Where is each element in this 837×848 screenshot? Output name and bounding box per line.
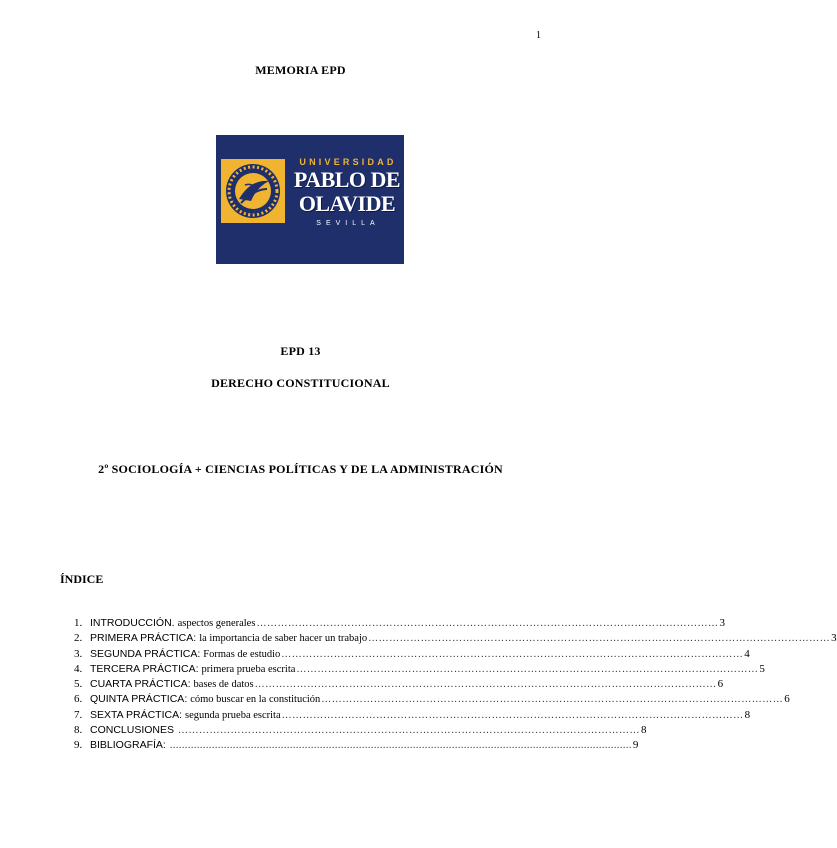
subject-title: DERECHO CONSTITUCIONAL: [211, 376, 390, 390]
toc-number: 2.: [74, 632, 83, 645]
toc-description: cómo buscar en la constitución: [190, 694, 321, 706]
toc-label: QUINTA PRÁCTICA:: [90, 693, 188, 706]
toc-dot-leader: ..........................................................................................................................................................: [169, 740, 632, 752]
toc-label: CONCLUSIONES: [90, 724, 175, 737]
toc-label: INTRODUCCIÓN.: [90, 617, 175, 629]
index-heading: ÍNDICE: [60, 572, 104, 586]
toc-dot-leader: ……………………………………………………………………………………………………………………: [256, 618, 719, 629]
toc-dot-leader: ……………………………………………………………………………………………………………………: [368, 633, 831, 645]
toc-description: primera prueba escrita: [201, 663, 296, 675]
toc-description: Formas de estudio: [203, 648, 281, 660]
toc-description: aspectos generales: [177, 618, 256, 629]
toc-label: TERCERA PRÁCTICA:: [90, 662, 199, 675]
toc-entry[interactable]: [74, 738, 639, 753]
toc-dot-leader: ……………………………………………………………………………………………………………………: [321, 694, 784, 706]
toc-entry[interactable]: [74, 631, 837, 646]
toc-description: segunda prueba escrita: [185, 709, 281, 721]
toc-number: 1.: [74, 617, 83, 629]
toc-page-number: 9: [632, 739, 639, 752]
toc-page-number: 4: [744, 647, 750, 660]
toc-page-number: 6: [717, 678, 724, 691]
toc-number: 9.: [74, 739, 83, 752]
toc-entry[interactable]: [74, 616, 725, 631]
toc-entry[interactable]: [74, 662, 765, 677]
toc-dot-leader: ……………………………………………………………………………………………………………………: [254, 679, 717, 691]
toc-entry[interactable]: [74, 723, 647, 738]
toc-description: bases de datos: [193, 679, 254, 691]
logo-university-text: UNIVERSIDAD: [299, 157, 397, 167]
toc-number: 3.: [74, 647, 83, 660]
document-title: MEMORIA EPD: [255, 63, 346, 77]
sun-emblem-icon: [221, 159, 285, 223]
toc-label: BIBLIOGRAFÍA:: [90, 739, 166, 752]
toc-entry[interactable]: [74, 708, 751, 723]
toc-page-number: 3: [719, 617, 725, 629]
degree-title: 2º SOCIOLOGÍA + CIENCIAS POLÍTICAS Y DE LA ADMINISTRACIÓN: [98, 462, 503, 476]
toc-entry[interactable]: [74, 692, 790, 707]
toc-number: 5.: [74, 678, 83, 691]
toc-dot-leader: ……………………………………………………………………………………………………………………: [281, 709, 744, 721]
epd-number: EPD 13: [280, 344, 321, 358]
toc-dot-leader: ……………………………………………………………………………………………………………………: [281, 648, 744, 660]
logo-name-line2: OLAVIDE: [298, 191, 396, 216]
table-of-contents: [74, 616, 837, 754]
toc-dot-leader: ……………………………………………………………………………………………………………………: [178, 725, 641, 737]
toc-label: PRIMERA PRÁCTICA:: [90, 632, 197, 645]
toc-number: 8.: [74, 724, 83, 737]
toc-entry[interactable]: [74, 647, 750, 662]
logo-name-line1: PABLO DE: [293, 167, 401, 192]
page-number: 1: [536, 30, 541, 41]
toc-entry[interactable]: [74, 677, 724, 692]
toc-description: la importancia de saber hacer un trabajo: [199, 633, 368, 645]
toc-page-number: 6: [784, 693, 790, 706]
toc-page-number: 8: [744, 708, 751, 721]
toc-number: 4.: [74, 662, 83, 675]
toc-dot-leader: ……………………………………………………………………………………………………………………: [296, 663, 759, 675]
toc-number: 6.: [74, 693, 83, 706]
toc-page-number: 5: [759, 662, 765, 675]
toc-label: CUARTA PRÁCTICA:: [90, 678, 191, 691]
university-logo: [216, 135, 404, 264]
logo-city-text: SEVILLA: [316, 220, 380, 227]
toc-page-number: 3: [831, 632, 837, 645]
toc-number: 7.: [74, 708, 83, 721]
toc-label: SEGUNDA PRÁCTICA:: [90, 647, 201, 660]
toc-page-number: 8: [641, 724, 647, 737]
toc-label: SEXTA PRÁCTICA:: [90, 708, 182, 721]
